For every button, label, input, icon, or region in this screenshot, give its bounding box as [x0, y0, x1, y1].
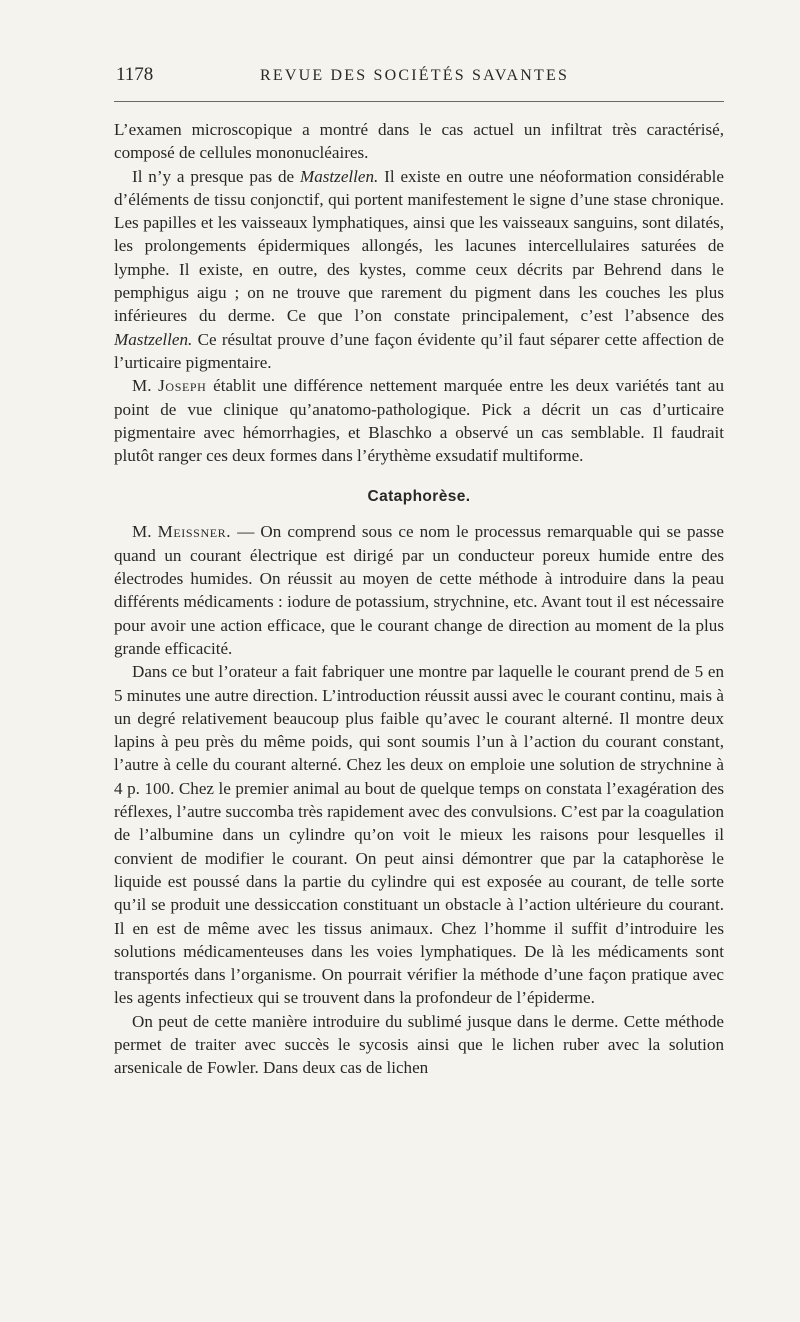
- article-body: [114, 118, 724, 1080]
- paragraph-4: [114, 520, 724, 660]
- running-head: [114, 62, 724, 92]
- paragraph-5: [114, 660, 724, 1009]
- paragraph-1: [114, 118, 724, 165]
- speaker-prefix: M.: [132, 522, 158, 542]
- speaker-name: Joseph: [158, 376, 207, 396]
- italic-term-mastzellen: Mastzellen.: [114, 329, 193, 349]
- paragraph-text: établit une différence nettement marquée entre les deux variétés tant au point de vue clinique qu’anatomo-pathologique. Pick a décrit un cas d’urticaire pigmentaire avec hémorrhagies, et Blaschko a observé un cas semblable. Il faudrait plutôt ranger ces deux formes dans l’érythème exsudatif multiforme.: [114, 376, 724, 466]
- paragraph-text: L’examen microscopique a montré dans le cas actuel un infiltrat très caractérisé, composé de cellules mononucléaires.: [114, 120, 724, 163]
- speaker-name: Meissner.: [157, 522, 232, 542]
- paragraph-text: On peut de cette manière introduire du sublimé jusque dans le derme. Cette méthode permet de traiter avec succès le sycosis ainsi que le lichen ruber avec la solution arsenicale de Fowler. Dans deux cas de lichen: [114, 1011, 724, 1078]
- paragraph-text: Il n’y a presque pas de: [132, 166, 300, 186]
- page: [114, 62, 724, 1078]
- paragraph-text: Ce résultat prouve d’une façon évidente qu’il faut séparer cette affection de l’urticaire pigmentaire.: [114, 329, 724, 372]
- italic-term-mastzellen: Mastzellen.: [299, 166, 379, 186]
- page-number: 1178: [116, 64, 154, 85]
- paragraph-text: — On comprend sous ce nom le processus remarquable qui se passe quand un courant électrique est dirigé par un conducteur poreux humide entre des électrodes humides. On réussit au moyen de cette méthode à introduire dans la peau différents médicaments : iodure de potassium, strychnine, etc. Avant tout il est nécessaire pour avoir une action efficace, que le courant change de direction au moment de la plus grande efficacité.: [114, 522, 724, 658]
- paragraph-2: [114, 165, 724, 375]
- running-title: REVUE DES SOCIÉTÉS SAVANTES: [260, 67, 570, 84]
- header-rule: [114, 101, 724, 102]
- section-title: Cataphorèse.: [367, 488, 471, 506]
- paragraph-6: [114, 1010, 724, 1080]
- paragraph-3: [114, 374, 724, 467]
- paragraph-text: Dans ce but l’orateur a fait fabriquer une montre par laquelle le courant prend de 5 en 5 minutes une autre direction. L’introduction réussit aussi avec le courant continu, mais à un degré relativement beaucoup plus faible qu’avec le courant alterné. Il montre deux lapins à peu près du même poids, qui sont soumis l’un à l’action du courant constant, l’autre à celle du courant alterné. Chez les deux on emploie une solution de strychnine à 4 p. 100. Chez le premier animal au bout de quelque temps on constata l’exagération des réflexes, l’autre succomba très rapidement avec des convulsions. C’est par la coagulation de l’albumine dans un cylindre qu’on voit le mieux les raisons pour lesquelles il convient de modifier le courant. On peut ainsi démontrer que par la cataphorèse le liquide est poussé dans la partie du cylindre qui est exposée au courant, de telle sorte qu’il se produit une dessiccation constituant un obstacle à l’action ultérieure du courant. Il en est de même avec les tissus animaux. Chez l’homme il suffit d’introduire les solutions médicamenteuses dans les voies lymphatiques. De là les médicaments sont transportés dans l’organisme. On pourrait vérifier la méthode d’une façon pratique avec les agents infectieux qui se trouvent dans la profondeur de l’épiderme.: [114, 662, 724, 1008]
- paragraph-text: Il existe en outre une néoformation considérable d’éléments de tissu conjonctif, qui portent manifestement le signe d’une stase chronique. Les papilles et les vaisseaux lymphatiques, ainsi que les vaisseaux sanguins, sont dilatés, les prolongements épidermiques allongés, les lacunes intercellulaires saturées de lymphe. Il existe, en outre, des kystes, comme ceux décrits par Behrend dans le pemphigus aigu ; on ne trouve que rarement du pigment dans les couches les plus inférieures du derme. Ce que l’on constate principalement, c’est l’absence des: [114, 166, 724, 326]
- speaker-prefix: M.: [132, 376, 159, 396]
